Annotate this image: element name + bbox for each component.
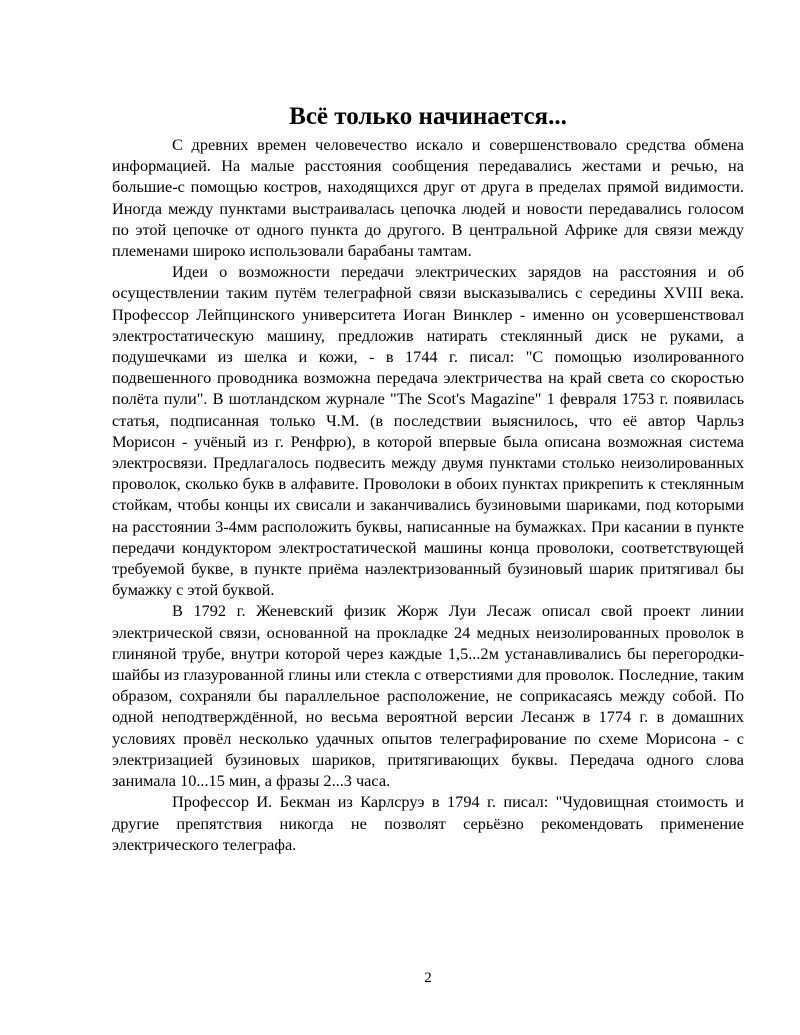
paragraph-electric-telegraph-ideas: Идеи о возможности передачи электрических зарядов на расстояния и об осуществлении таким путём телеграфной связи высказывались с середины XVIII века. Профессор Лейпцинского университета Иоган Винклер - именно он усовершенствовал электростатическую машину, предложив натирать стеклянный диск не руками, а подушечками из шелка и кожи, - в 1744 г. писал: "С помощью изолированного подвешенного проводника возможна передача электричества на край света со скоростью полёта пули". В шотландском журнале "The Scot's Magazine" 1 февраля 1753 г. появилась статья, подписанная только Ч.М. (в последствии выяснилось, что её автор Чарльз Морисон - учёный из г. Ренфрю), в которой впервые была описана возможная система электросвязи. Предлагалось подвесить между двумя пунктами столько неизолированных проволок, сколько букв в алфавите. Проволоки в обоих пунктах прикрепить к стеклянным стойкам, чтобы концы их свисали и заканчивались бузиновыми шариками, под которыми на расстоянии 3-4мм расположить буквы, написанные на бумажках. При касании в пункте передачи кондуктором электростатической машины конца проволоки, соответствующей требуемой букве, в пункте приёма наэлектризованный бузиновый шарик притягивал бы бумажку с этой буквой. (112, 262, 744, 600)
paragraph-beckmann-quote: Профессор И. Бекман из Карлсруэ в 1794 г. писал: "Чудовищная стоимость и другие препятствия никогда не позволят серьёзно рекомендовать применение электрического телеграфа. (112, 792, 744, 854)
paragraph-lesage-project: В 1792 г. Женевский физик Жорж Луи Лесаж описал свой проект линии электрической связи, основанной на прокладке 24 медных неизолированных проволок в глиняной трубе, внутри которой через каждые 1,5...2м устанавливались бы перегородки-шайбы из глазурованной глины или стекла с отверстиями для проволок. Последние, таким образом, сохраняли бы параллельное расположение, не соприкасаясь между собой. По одной неподтверждённой, но весьма вероятной версии Лесанж в 1774 г. в домашних условиях провёл несколько удачных опытов телеграфирование по схеме Морисона - с электризацией бузиновых шариков, притягивающих буквы. Передача одного слова занимала 10...15 мин, а фразы 2...3 часа. (112, 601, 744, 791)
page-title: Всё только начинается... (289, 103, 567, 130)
document-page (112, 100, 744, 855)
page-number: 2 (424, 970, 432, 986)
paragraph-ancient-communication: С древних времен человечество искало и совершенствовало средства обмена информацией. На малые расстояния сообщения передавались жестами и речью, на большие-с помощью костров, находящихся друг от друга в пределах прямой видимости. Иногда между пунктами выстраивалась цепочка людей и новости передавались голосом по этой цепочке от одного пункта до другого. В центральной Африке для связи между племенами широко использовали барабаны тамтам. (112, 135, 744, 261)
